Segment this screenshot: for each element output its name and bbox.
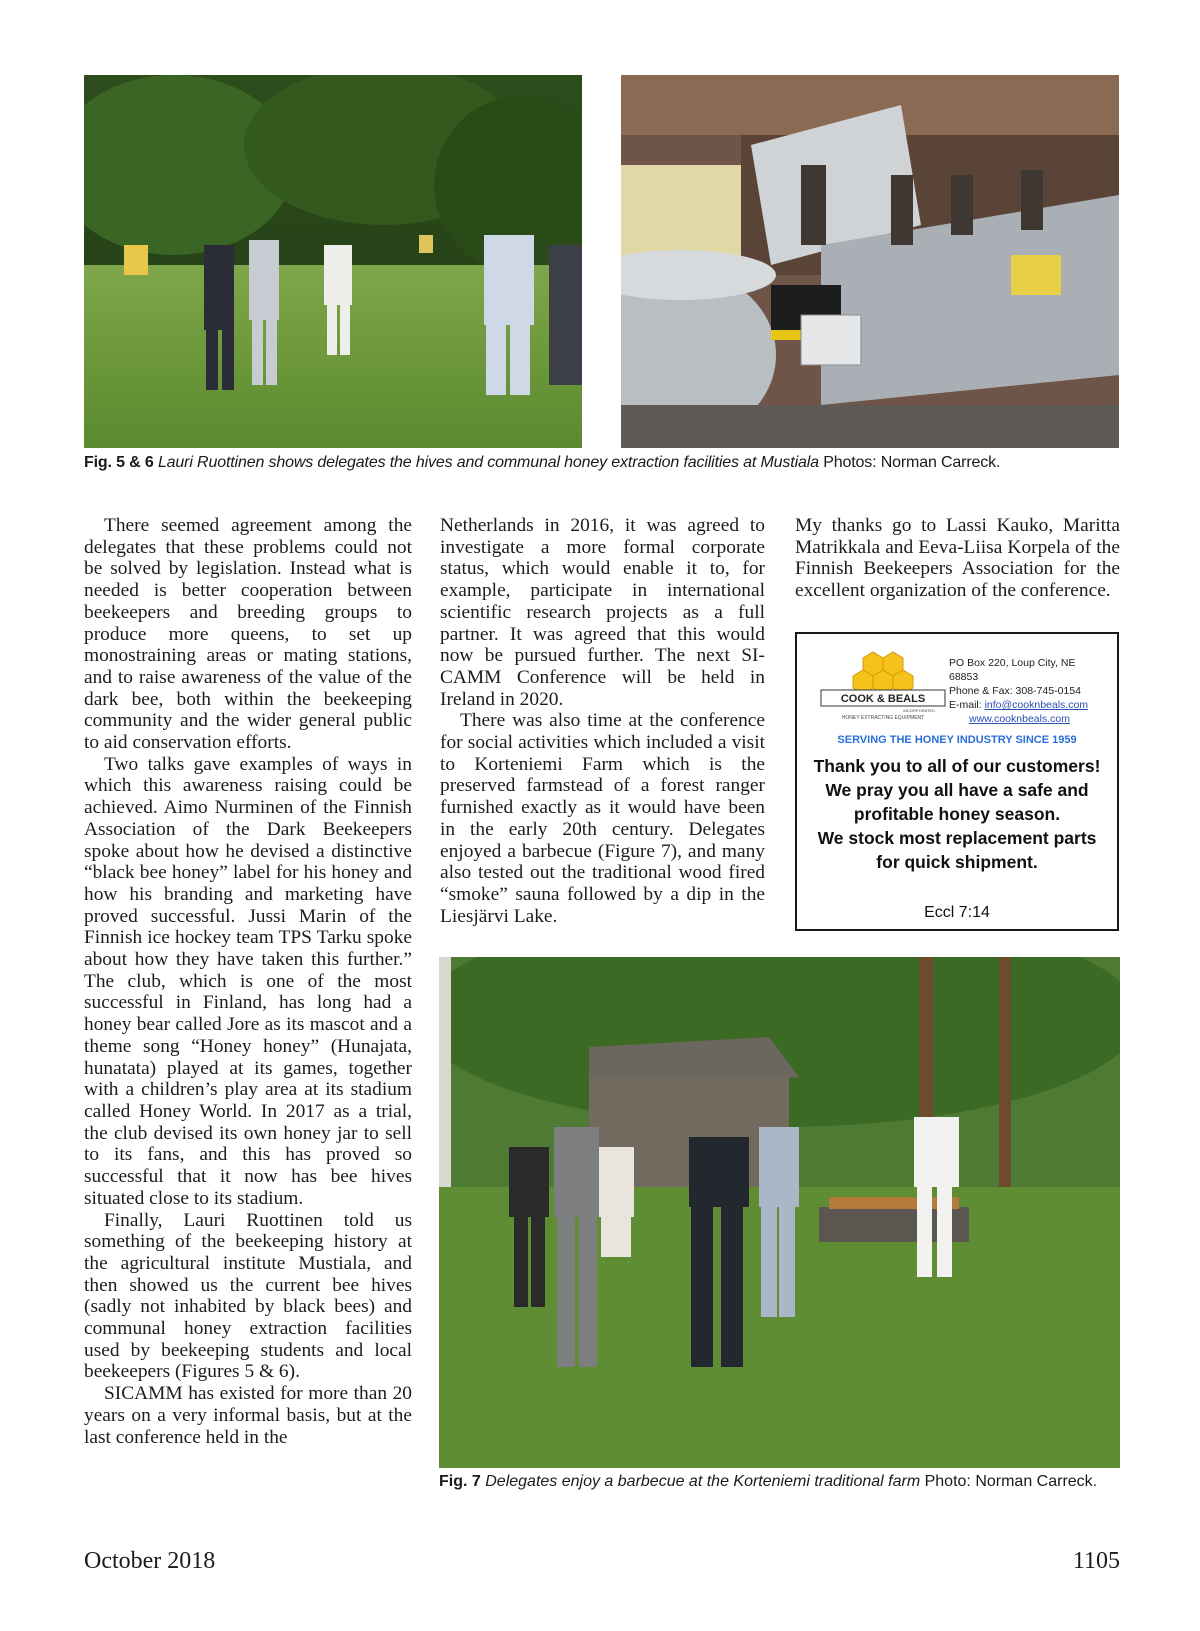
article-column-1 — [84, 515, 412, 1448]
address-line: 68853 — [949, 671, 979, 683]
figure-5-6-caption — [84, 452, 1124, 474]
website-link[interactable]: www.cooknbeals.com — [969, 713, 1070, 725]
paragraph: My thanks go to Lassi Kauko, Maritta Matrikkala and Eeva-Liisa Korpela of the Finnish Beekeepers Association for the excellent organization of the conference. — [795, 515, 1120, 602]
paragraph: Finally, Lauri Ruottinen told us something of the beekeeping history at the agricultural institute Mustiala, and then showed us the current bee hives (sadly not inhabited by black bees) and communal honey extraction facilities used by beekeeping students and local beekeepers (Figures 5 & 6). — [84, 1209, 412, 1383]
issue-date: October 2018 — [84, 1548, 216, 1574]
email-label: E-mail: — [949, 699, 982, 711]
page-number: 1105 — [1072, 1548, 1120, 1574]
website-line — [949, 712, 1114, 726]
paragraph: Two talks gave examples of ways in which this awareness raising could be achieved. Aimo Nurminen of the Finnish Association of the Dark Beekeepers spoke about how he devised a distinctive “black bee honey” label for his honey and how his branding and marketing have proved successful. Jussi Marin of the Finnish ice hockey team TPS Tarku spoke about how they have taken this further.” The club, which is one of the most successful in Finland, has long had a honey bear called Jore as its mascot and a theme song “Honey honey” (Hunajata, hunatata) played at its games, together with a children’s play area at its stadium called Honey World. In 2017 as a trial, the club devised its own honey jar to sell to its fans, and this has proved so successful that it now has bee hives situated close to its stadium. — [84, 753, 412, 1209]
caption-label: Fig. 7 — [439, 1473, 481, 1490]
caption-label: Fig. 5 & 6 — [84, 454, 154, 471]
photo-hives — [84, 75, 582, 448]
logo-subtext: HONEY EXTRACTING EQUIPMENT — [841, 715, 925, 721]
advertisement-cook-and-beals — [795, 632, 1119, 931]
photo-extraction-facility — [621, 75, 1119, 448]
figure-7-caption — [439, 1471, 1121, 1493]
cook-and-beals-logo — [819, 650, 947, 722]
paragraph: SICAMM has existed for more than 20 years on a very informal basis, but at the last conference held in the — [84, 1383, 412, 1448]
ad-verse: Eccl 7:14 — [924, 904, 990, 921]
ad-message-line: We pray you all have a safe and profitable honey season. — [825, 780, 1089, 824]
logo-text: COOK & BEALS — [840, 693, 926, 705]
email-link[interactable]: info@cooknbeals.com — [984, 699, 1089, 711]
article-column-3 — [795, 515, 1120, 602]
caption-text: Delegates enjoy a barbecue at the Korteniemi traditional farm — [485, 1473, 921, 1490]
ad-tagline: SERVING THE HONEY INDUSTRY SINCE 1959 — [837, 734, 1077, 746]
paragraph: Netherlands in 2016, it was agreed to investigate a more formal corporate status, which would enable it to, for example, participate in international scientific research projects as a full partner. It was agreed that this would now be pursued further. The next SICAMM Conference will be held in Ireland in 2020. — [440, 515, 765, 710]
logo-small: INCORPORATED — [903, 708, 935, 713]
paragraph: There was also time at the conference for social activities which included a visit to Korteniemi Farm which is the preserved farmstead of a forest ranger furnished exactly as it would have been in the early 20th century. Delegates enjoyed a barbecue (Figure 7), and many also tested out the traditional wood fired “smoke” sauna followed by a dip in the Liesjärvi Lake. — [440, 710, 765, 927]
paragraph: There seemed agreement among the delegates that these problems could not be solved by legislation. Instead what is needed is better cooperation between beekeepers and breeding groups to produce more queens, to set up monostraining areas or mating stations, and to raise awareness of the value of the dark bee, both within the beekeeping community and the wider general public to aid conservation efforts. — [84, 515, 412, 754]
ad-contact-info — [949, 656, 1114, 726]
caption-credit: Photo: Norman Carreck. — [924, 1473, 1098, 1490]
ad-message-line: Thank you to all of our customers! — [813, 756, 1101, 776]
ad-message-line: We stock most replacement parts for quick shipment. — [817, 828, 1097, 872]
ad-message — [807, 754, 1107, 874]
address-line: PO Box 220, Loup City, NE — [949, 657, 1076, 669]
email-line — [949, 698, 1114, 712]
article-column-2 — [440, 515, 765, 927]
photo-barbecue — [439, 957, 1120, 1468]
caption-credit: Photos: Norman Carreck. — [823, 454, 1001, 471]
caption-text: Lauri Ruottinen shows delegates the hives and communal honey extraction facilities at Mustiala — [157, 454, 819, 471]
phone-fax: Phone & Fax: 308-745-0154 — [949, 685, 1081, 697]
